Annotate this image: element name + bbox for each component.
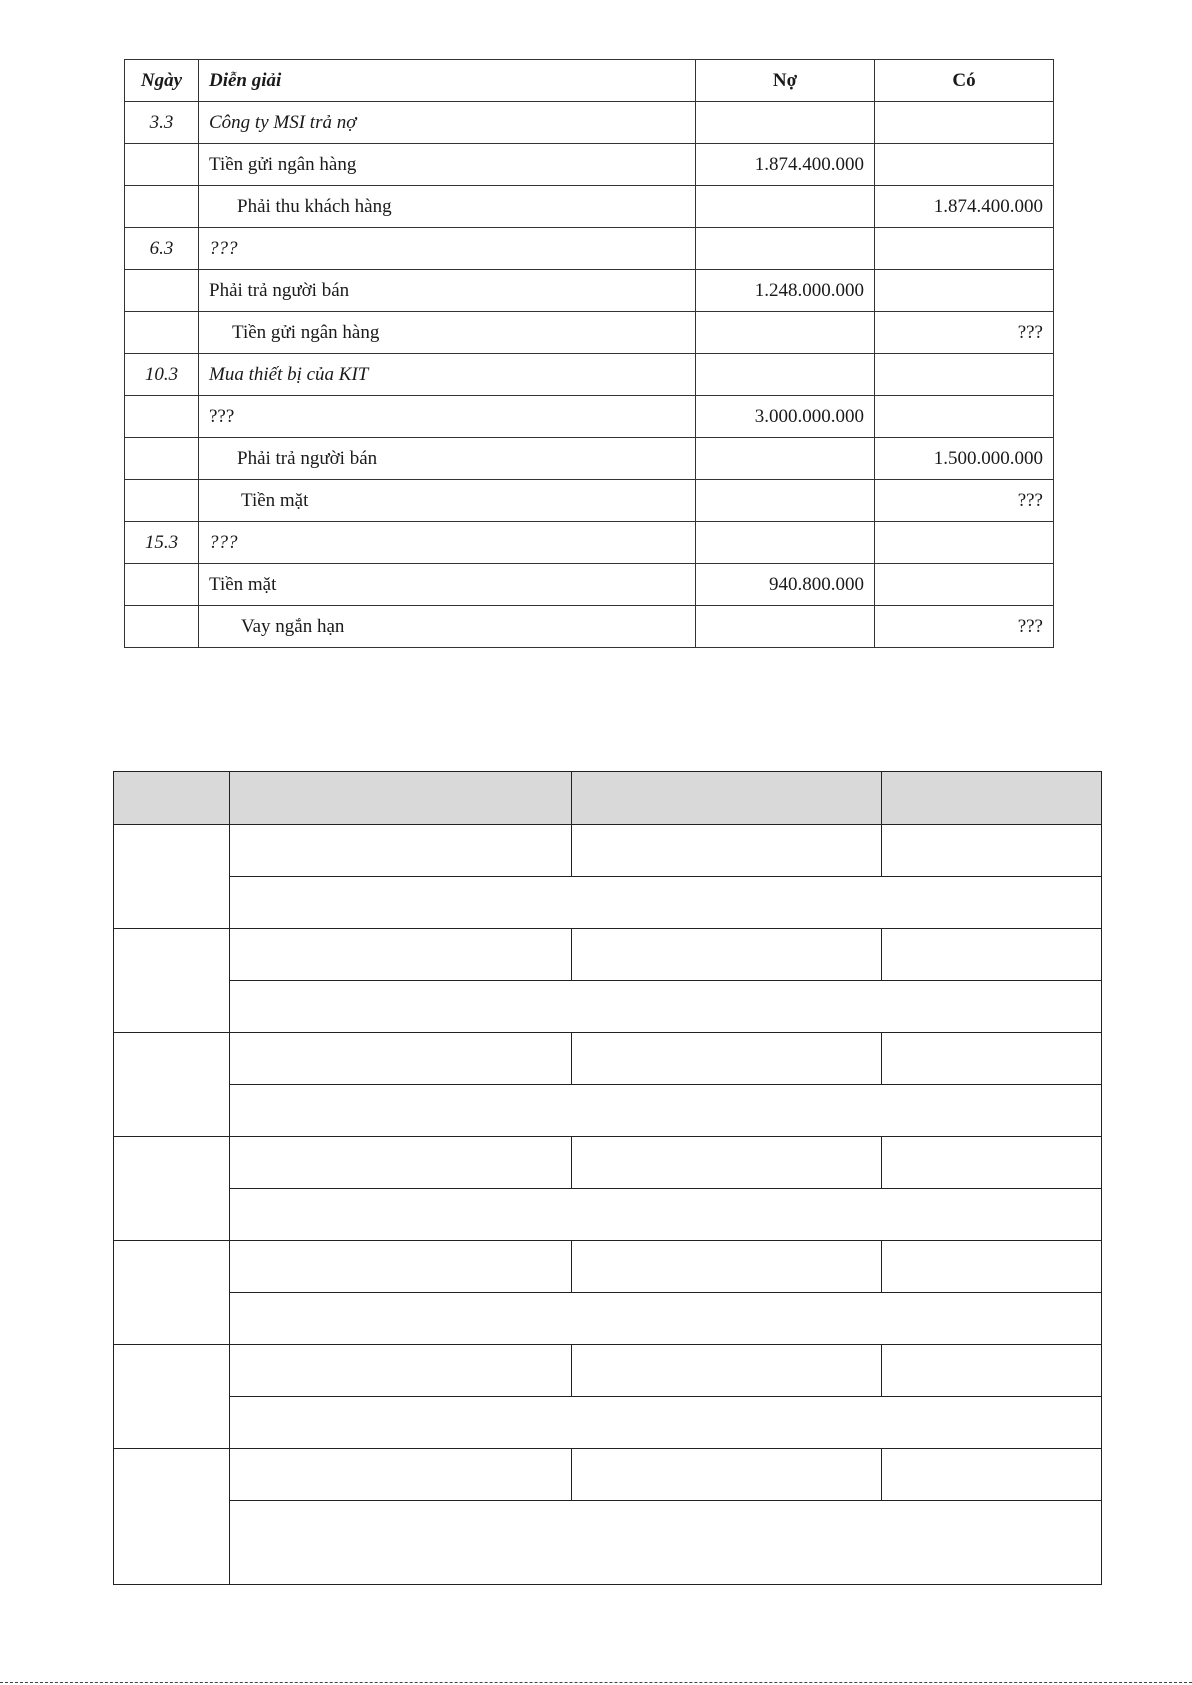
entry-credit [875, 270, 1054, 312]
grid-row [114, 825, 1102, 877]
debit-account: Tiền mặt [199, 564, 696, 606]
entry-debit [696, 228, 875, 270]
grid-debit-cell[interactable] [572, 1241, 882, 1293]
journal-row [125, 522, 1054, 564]
grid-date-cell[interactable] [114, 929, 230, 1033]
journal-row [125, 228, 1054, 270]
entry-credit [875, 522, 1054, 564]
entry-debit [696, 354, 875, 396]
grid-account-cell[interactable] [230, 1345, 572, 1397]
entry-credit: ??? [875, 606, 1054, 648]
journal-header-row [125, 60, 1054, 102]
grid-row [114, 981, 1102, 1033]
header-debit: Nợ [696, 60, 875, 102]
grid-row [114, 929, 1102, 981]
entry-credit [875, 144, 1054, 186]
grid-date-cell[interactable] [114, 1033, 230, 1137]
debit-account: ??? [199, 396, 696, 438]
grid-row [114, 1397, 1102, 1449]
answer-grid [113, 771, 1102, 1585]
grid-debit-cell[interactable] [572, 1449, 882, 1501]
grid-row [114, 1293, 1102, 1345]
journal-row [125, 606, 1054, 648]
entry-description: Công ty MSI trả nợ [199, 102, 696, 144]
entry-debit: 1.248.000.000 [696, 270, 875, 312]
entry-credit [875, 354, 1054, 396]
grid-account-cell[interactable] [230, 1449, 572, 1501]
entry-credit [875, 228, 1054, 270]
journal-row [125, 396, 1054, 438]
grid-row [114, 1137, 1102, 1189]
grid-debit-cell[interactable] [572, 1033, 882, 1085]
grid-credit-cell[interactable] [882, 1449, 1102, 1501]
grid-credit-cell[interactable] [882, 1345, 1102, 1397]
grid-date-cell[interactable] [114, 1345, 230, 1449]
entry-date [125, 480, 199, 522]
grid-note-cell[interactable] [230, 1293, 1102, 1345]
grid-credit-cell[interactable] [882, 929, 1102, 981]
grid-account-cell[interactable] [230, 1033, 572, 1085]
grid-row [114, 1345, 1102, 1397]
journal-row [125, 564, 1054, 606]
journal-row [125, 102, 1054, 144]
journal-row [125, 438, 1054, 480]
entry-debit [696, 438, 875, 480]
entry-date [125, 564, 199, 606]
entry-date [125, 144, 199, 186]
entry-debit: 3.000.000.000 [696, 396, 875, 438]
journal-row [125, 354, 1054, 396]
journal-table [124, 59, 1054, 648]
entry-credit [875, 102, 1054, 144]
credit-account: Tiền mặt [199, 480, 696, 522]
entry-debit [696, 606, 875, 648]
grid-debit-cell[interactable] [572, 929, 882, 981]
header-date: Ngày [125, 60, 199, 102]
grid-account-cell[interactable] [230, 1137, 572, 1189]
entry-description: ??? [199, 228, 696, 270]
journal-row [125, 186, 1054, 228]
grid-credit-cell[interactable] [882, 825, 1102, 877]
grid-header-cell [572, 772, 882, 825]
entry-debit [696, 102, 875, 144]
credit-account: Phải thu khách hàng [199, 186, 696, 228]
journal-row [125, 144, 1054, 186]
entry-date [125, 270, 199, 312]
grid-header-row [114, 772, 1102, 825]
grid-row [114, 1501, 1102, 1585]
grid-note-cell[interactable] [230, 877, 1102, 929]
grid-note-cell[interactable] [230, 1189, 1102, 1241]
credit-account: Tiền gửi ngân hàng [199, 312, 696, 354]
entry-date: 10.3 [125, 354, 199, 396]
entry-date: 3.3 [125, 102, 199, 144]
debit-account: Tiền gửi ngân hàng [199, 144, 696, 186]
entry-date [125, 438, 199, 480]
grid-credit-cell[interactable] [882, 1137, 1102, 1189]
grid-debit-cell[interactable] [572, 825, 882, 877]
grid-account-cell[interactable] [230, 929, 572, 981]
entry-date [125, 606, 199, 648]
entry-debit [696, 186, 875, 228]
entry-date: 6.3 [125, 228, 199, 270]
entry-debit [696, 480, 875, 522]
grid-row [114, 1085, 1102, 1137]
grid-credit-cell[interactable] [882, 1241, 1102, 1293]
entry-date: 15.3 [125, 522, 199, 564]
header-credit: Có [875, 60, 1054, 102]
grid-row [114, 1033, 1102, 1085]
entry-debit: 1.874.400.000 [696, 144, 875, 186]
entry-date [125, 312, 199, 354]
grid-account-cell[interactable] [230, 1241, 572, 1293]
entry-debit [696, 522, 875, 564]
grid-credit-cell[interactable] [882, 1033, 1102, 1085]
grid-row [114, 1449, 1102, 1501]
grid-header-cell [882, 772, 1102, 825]
credit-account: Vay ngắn hạn [199, 606, 696, 648]
grid-row [114, 1189, 1102, 1241]
entry-date [125, 396, 199, 438]
grid-date-cell[interactable] [114, 1449, 230, 1585]
journal-row [125, 312, 1054, 354]
grid-note-cell[interactable] [230, 1501, 1102, 1585]
credit-account: Phải trả người bán [199, 438, 696, 480]
grid-date-cell[interactable] [114, 1137, 230, 1241]
entry-credit [875, 564, 1054, 606]
grid-date-cell[interactable] [114, 1241, 230, 1345]
grid-debit-cell[interactable] [572, 1345, 882, 1397]
entry-description: ??? [199, 522, 696, 564]
grid-row [114, 1241, 1102, 1293]
grid-note-cell[interactable] [230, 981, 1102, 1033]
entry-credit [875, 396, 1054, 438]
entry-credit: 1.500.000.000 [875, 438, 1054, 480]
entry-credit: ??? [875, 480, 1054, 522]
grid-date-cell[interactable] [114, 825, 230, 929]
header-description: Diễn giải [199, 60, 696, 102]
grid-header-cell [114, 772, 230, 825]
grid-note-cell[interactable] [230, 1085, 1102, 1137]
entry-debit: 940.800.000 [696, 564, 875, 606]
grid-account-cell[interactable] [230, 825, 572, 877]
grid-note-cell[interactable] [230, 1397, 1102, 1449]
entry-date [125, 186, 199, 228]
debit-account: Phải trả người bán [199, 270, 696, 312]
page-bottom-divider [0, 1682, 1192, 1683]
grid-debit-cell[interactable] [572, 1137, 882, 1189]
journal-row [125, 270, 1054, 312]
entry-description: Mua thiết bị của KIT [199, 354, 696, 396]
journal-row [125, 480, 1054, 522]
grid-header-cell [230, 772, 572, 825]
entry-credit: ??? [875, 312, 1054, 354]
grid-row [114, 877, 1102, 929]
entry-credit: 1.874.400.000 [875, 186, 1054, 228]
entry-debit [696, 312, 875, 354]
